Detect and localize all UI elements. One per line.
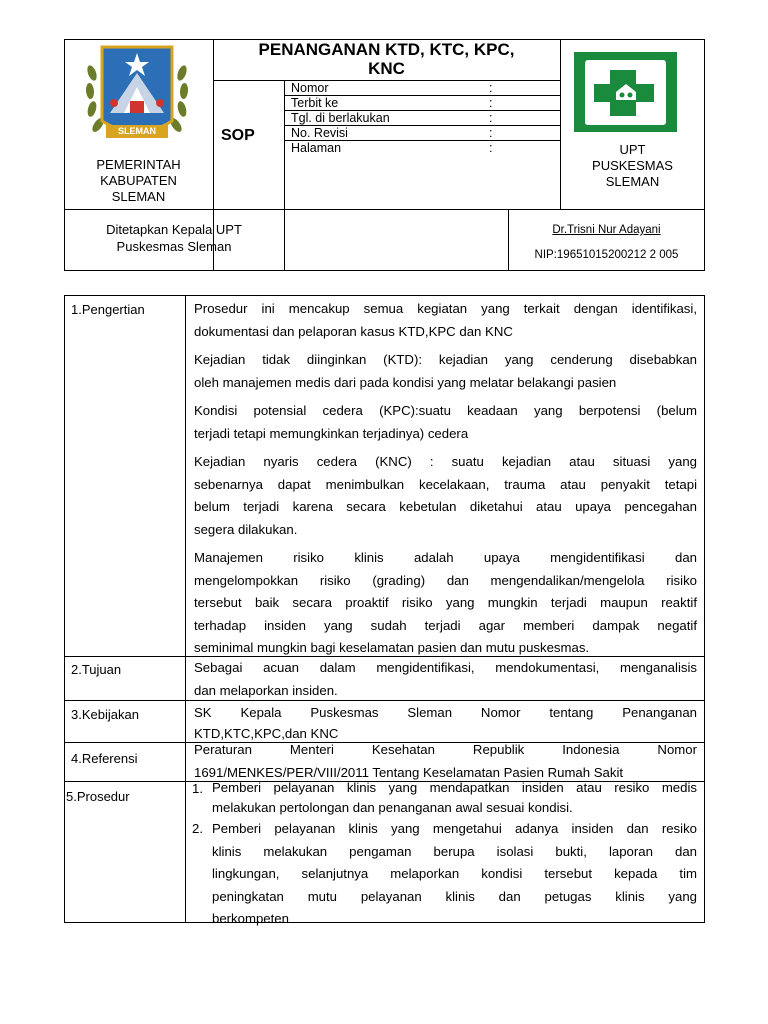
text-line: Prosedur ini mencakup semua kegiatan yang terkait dengan identifikasi,: [194, 301, 697, 316]
field-separator: :: [489, 96, 493, 110]
logo-banner-text: SLEMAN: [118, 126, 156, 136]
text-line: peningkatan mutu pelayanan klinis dan petugas klinis yang: [212, 888, 697, 904]
prosedur-content: [192, 778, 697, 931]
title-line: KNC: [368, 59, 405, 78]
text-line: belum terjadi karena secara kebetulan diketahui atau upaya pencegahan: [194, 499, 697, 514]
text-line: tersebut baik secara proaktif risiko yang mungkin terjadi maupun reaktif: [194, 595, 697, 610]
field-separator: :: [489, 111, 493, 125]
right-org-name: [560, 142, 705, 190]
field-row: [291, 81, 560, 96]
set-by-line: Ditetapkan Kepala UPT: [106, 222, 242, 237]
right-org-line: UPT: [619, 142, 646, 157]
text-line: oleh manajemen medis dari pada kondisi yang melatar belakangi pasien: [194, 374, 617, 390]
text-line: seminimal mungkin bagi keselamatan pasien dan mutu puskesmas.: [194, 640, 590, 655]
text-line: mengelompokkan risiko (grading) dan mengendalikan/mengelola risiko: [194, 572, 697, 588]
row-label-tujuan: 2.Tujuan: [71, 662, 122, 677]
text-line: Manajemen risiko klinis adalah upaya mengidentifikasi dan: [194, 550, 697, 565]
title-line: PENANGANAN KTD, KTC, KPC,: [258, 40, 515, 59]
field-separator: :: [489, 81, 493, 95]
row-label-prosedur: 5.Prosedur: [66, 789, 130, 804]
divider: [185, 295, 186, 923]
text-line: sebenarnya dapat menimbulkan kecelakaan, trauma atau penyakit tetapi: [194, 476, 697, 492]
text-line: klinis melakukan pengaman berupa isolasi bukti, laporan dan: [212, 843, 697, 859]
text-line: Kejadian nyaris cedera (KNC) : suatu kejadian atau situasi yang: [194, 454, 697, 469]
row-label-kebijakan: 3.Kebijakan: [71, 707, 139, 722]
left-org-line: KABUPATEN: [100, 173, 177, 188]
field-label: Nomor: [291, 81, 329, 95]
field-row: [291, 96, 560, 111]
text-line: melakukan pertolongan dan penanganan awal sesuai kondisi.: [212, 800, 573, 815]
row-label-pengertian: 1.Pengertian: [71, 302, 145, 317]
field-label: Terbit ke: [291, 96, 339, 110]
text-line: KTD,KTC,KPC,dan KNC: [194, 725, 339, 741]
text-line: berkompeten: [212, 911, 289, 926]
field-label: No. Revisi: [291, 126, 348, 140]
right-org-line: PUSKESMAS: [592, 158, 673, 173]
set-by: [64, 221, 284, 255]
sleman-regency-emblem-icon: [84, 43, 190, 151]
page-title: [213, 40, 560, 78]
text-line: terhadap insiden yang sudah terjadi agar memberi dampak negatif: [194, 617, 697, 633]
signer-nip: NIP:19651015200212 2 005: [534, 249, 679, 261]
field-label: Tgl. di berlakukan: [291, 111, 390, 125]
text-line: segera dilakukan.: [194, 521, 298, 537]
list-item: [192, 778, 697, 818]
pengertian-content: [194, 298, 697, 660]
left-org-name: [64, 157, 213, 205]
text-line: SK Kepala Puskesmas Sleman Nomor tentang Penanganan: [194, 705, 697, 720]
text-line: terjadi tetapi memungkinkan terjadinya) cedera: [194, 425, 469, 441]
list-item: [192, 818, 697, 931]
text-line: lingkungan, selanjutnya melaporkan kondisi tersebut kepada tim: [212, 866, 697, 881]
text-line: Kondisi potensial cedera (KPC):suatu keadaan yang berpotensi (belum: [194, 403, 697, 418]
field-row: [291, 141, 560, 156]
text-line: Kejadian tidak diinginkan (KTD): kejadian yang cenderung disebabkan: [194, 352, 697, 367]
tujuan-content: [194, 657, 697, 702]
signer-name: Dr.Trisni Nur Adayani: [552, 224, 661, 236]
text-line: 1691/MENKES/PER/VIII/2011 Tentang Keselamatan Pasien Rumah Sakit: [194, 764, 624, 780]
divider: [508, 209, 509, 271]
field-separator: :: [489, 141, 493, 155]
field-row: [291, 126, 560, 141]
divider: [64, 209, 705, 210]
text-line: dan melaporkan insiden.: [194, 682, 338, 698]
text-line: Sebagai acuan dalam mengidentifikasi, mendokumentasi, menganalisis: [194, 660, 697, 675]
divider: [284, 80, 285, 271]
text-line: dokumentasi dan pelaporan kasus KTD,KPC dan KNC: [194, 323, 513, 339]
field-label: Halaman: [291, 141, 342, 155]
puskesmas-green-cross-icon: [574, 52, 677, 132]
text-line: Pemberi pelayanan klinis yang mendapatkan insiden atau resiko medis: [212, 780, 697, 795]
text-line: Pemberi pelayanan klinis yang mengetahui adanya insiden dan resiko: [212, 821, 697, 836]
left-org-line: PEMERINTAH: [96, 157, 181, 172]
left-org-line: SLEMAN: [111, 189, 166, 204]
row-label-referensi: 4.Referensi: [71, 751, 138, 766]
text-line: Peraturan Menteri Kesehatan Republik Indonesia Nomor: [194, 742, 697, 757]
sop-label: SOP: [221, 127, 255, 144]
field-row: [291, 111, 560, 126]
list-number: 1.: [192, 781, 203, 796]
set-by-line: Puskesmas Sleman: [116, 239, 232, 254]
list-number: 2.: [192, 821, 203, 836]
right-org-line: SLEMAN: [605, 174, 660, 189]
field-separator: :: [489, 126, 493, 140]
